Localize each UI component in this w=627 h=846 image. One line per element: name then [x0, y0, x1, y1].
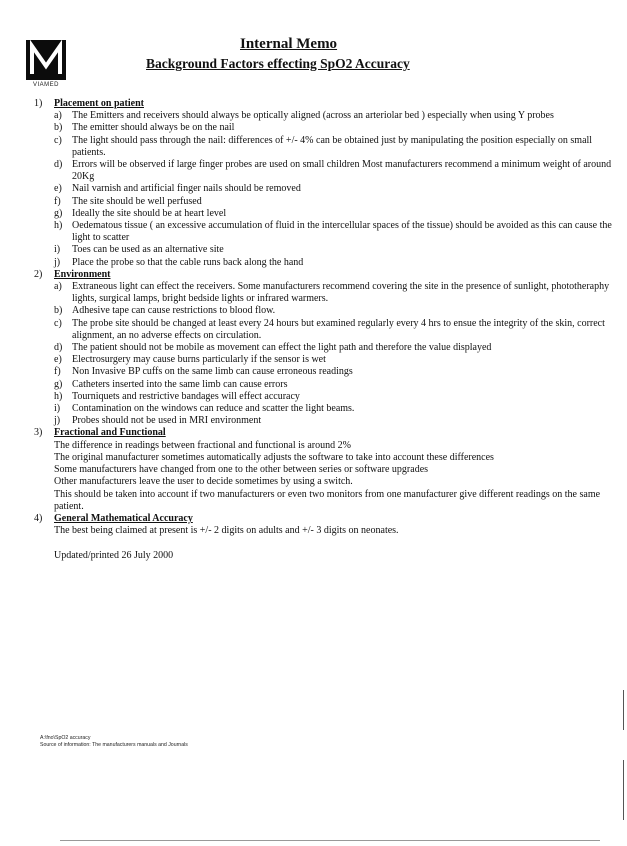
- item-label: e): [54, 183, 62, 195]
- item-text: Nail varnish and artificial finger nails should be removed: [72, 183, 301, 195]
- paragraph: Other manufacturers leave the user to decide sometimes by using a switch.: [54, 476, 353, 488]
- section-number: 3): [34, 427, 43, 439]
- item-label: e): [54, 354, 62, 366]
- item-label: a): [54, 281, 62, 293]
- item-label: j): [54, 256, 61, 268]
- memo-subtitle: Background Factors effecting SpO2 Accuracy: [146, 56, 410, 71]
- company-logo: [26, 40, 66, 88]
- section-title: General Mathematical Accuracy: [54, 512, 193, 524]
- item-text: Errors will be observed if large finger probes are used on small children Most manufacturers recommend a minimum weight of around 20Kg: [72, 159, 612, 183]
- item-text: The probe site should be changed at least every 24 hours but examined regularly every 4 hrs to ensue the integrity of the skin, correct alignment, an no adverse effects on circulation.: [72, 317, 605, 341]
- item-text: The site should be well perfused: [72, 195, 202, 207]
- item-text: Probes should not be used in MRI environment: [72, 415, 262, 427]
- item-label: b): [54, 305, 63, 317]
- list-item: [54, 379, 614, 391]
- section-number: 1): [34, 98, 43, 109]
- item-label: g): [54, 207, 63, 219]
- paragraph: The difference in readings between fractional and functional is around 2%: [54, 439, 351, 451]
- section-mathematical-accuracy: [34, 513, 614, 537]
- list-item: [54, 342, 614, 354]
- footer-source: Source of information: The manufacturers manuals and Journals: [40, 742, 188, 748]
- list-item: [54, 281, 614, 305]
- list-item: [54, 354, 614, 366]
- list-item: [54, 244, 614, 256]
- item-text: Extraneous light can effect the receivers. Some manufacturers recommend covering the site in the presence of sunlight, phototheraphy lights, surgical lamps, bright bedside lights or infrared warmers.: [72, 281, 610, 305]
- list-item: [54, 110, 614, 122]
- section-title: Environment: [54, 268, 111, 280]
- item-label: f): [54, 366, 61, 378]
- logo-mark: [26, 40, 66, 80]
- item-label: c): [54, 134, 62, 146]
- item-text: The emitter should always be on the nail: [72, 122, 235, 134]
- updated-date: Updated/printed 26 July 2000: [54, 550, 174, 562]
- item-text: The Emitters and receivers should always be optically aligned (across an arteriolar bed ) especially when using Y probes: [72, 110, 554, 122]
- item-text: Toes can be used as an alternative site: [72, 244, 224, 256]
- item-label: b): [54, 122, 63, 134]
- item-text: Contamination on the windows can reduce and scatter the light beams.: [72, 403, 355, 415]
- scan-mark: [623, 760, 624, 820]
- list-item: [54, 391, 614, 403]
- list-item: [54, 366, 614, 378]
- paragraph: Some manufacturers have changed from one to the other between series or software upgrades: [54, 464, 429, 476]
- item-label: i): [54, 244, 61, 256]
- paragraph: The best being claimed at present is +/- 2 digits on adults and +/- 3 digits on neonates.: [54, 525, 399, 537]
- item-text: The light should pass through the nail: differences of +/- 4% can be obtained just by manipulating the position especially on small patients.: [72, 134, 593, 158]
- item-text: Tourniquets and restrictive bandages will effect accuracy: [72, 390, 300, 402]
- memo-title: Internal Memo: [240, 36, 338, 52]
- list-item: [54, 257, 614, 269]
- item-text: Place the probe so that the cable runs back along the hand: [72, 256, 304, 268]
- item-text: Ideally the site should be at heart level: [72, 207, 227, 219]
- item-label: d): [54, 342, 63, 354]
- item-text: Adhesive tape can cause restrictions to blood flow.: [72, 305, 276, 317]
- item-text: The patient should not be mobile as movement can effect the light path and therefore the value displayed: [72, 342, 492, 354]
- section-title: Fractional and Functional: [54, 427, 166, 439]
- bottom-rule: [60, 840, 600, 841]
- section-environment: [34, 269, 614, 428]
- item-label: f): [54, 195, 61, 207]
- list-item: [54, 159, 614, 183]
- list-item: [54, 196, 614, 208]
- item-label: i): [54, 403, 61, 415]
- memo-body: [34, 98, 614, 563]
- list-item: [54, 318, 614, 342]
- section-title: Placement on patient: [54, 98, 144, 109]
- item-label: d): [54, 159, 63, 171]
- item-text: Non Invasive BP cuffs on the same limb can cause erroneous readings: [72, 366, 353, 378]
- item-label: c): [54, 317, 62, 329]
- list-item: [54, 183, 614, 195]
- list-item: [54, 220, 614, 244]
- scan-mark: [623, 690, 624, 730]
- list-item: [54, 208, 614, 220]
- item-label: j): [54, 415, 61, 427]
- section-number: 4): [34, 512, 43, 524]
- list-item: [54, 415, 614, 427]
- logo-name: VIAMED: [32, 82, 59, 88]
- list-item: [54, 403, 614, 415]
- item-label: g): [54, 378, 63, 390]
- list-item: [54, 135, 614, 159]
- list-item: [54, 305, 614, 317]
- item-text: Oedematous tissue ( an excessive accumulation of fluid in the intercellular spaces of the tissue) should be avoided as this can cause the light to scatter: [72, 220, 612, 244]
- section-fractional-functional: [34, 427, 614, 512]
- section-placement: [34, 98, 614, 269]
- footer: [40, 735, 188, 749]
- item-label: h): [54, 390, 63, 402]
- item-label: h): [54, 220, 63, 232]
- item-label: a): [54, 110, 62, 122]
- footer-file-path: A:\fno\SpO2 accuracy: [40, 735, 91, 741]
- section-number: 2): [34, 268, 43, 280]
- item-text: Electrosurgery may cause burns particularly if the sensor is wet: [72, 354, 326, 366]
- paragraph: The original manufacturer sometimes automatically adjusts the software to take into account these differences: [54, 451, 494, 463]
- paragraph: This should be taken into account if two manufacturers or even two monitors from one manufacturer give different readings on the same patient.: [54, 488, 601, 512]
- list-item: [54, 122, 614, 134]
- item-text: Catheters inserted into the same limb can cause errors: [72, 378, 288, 390]
